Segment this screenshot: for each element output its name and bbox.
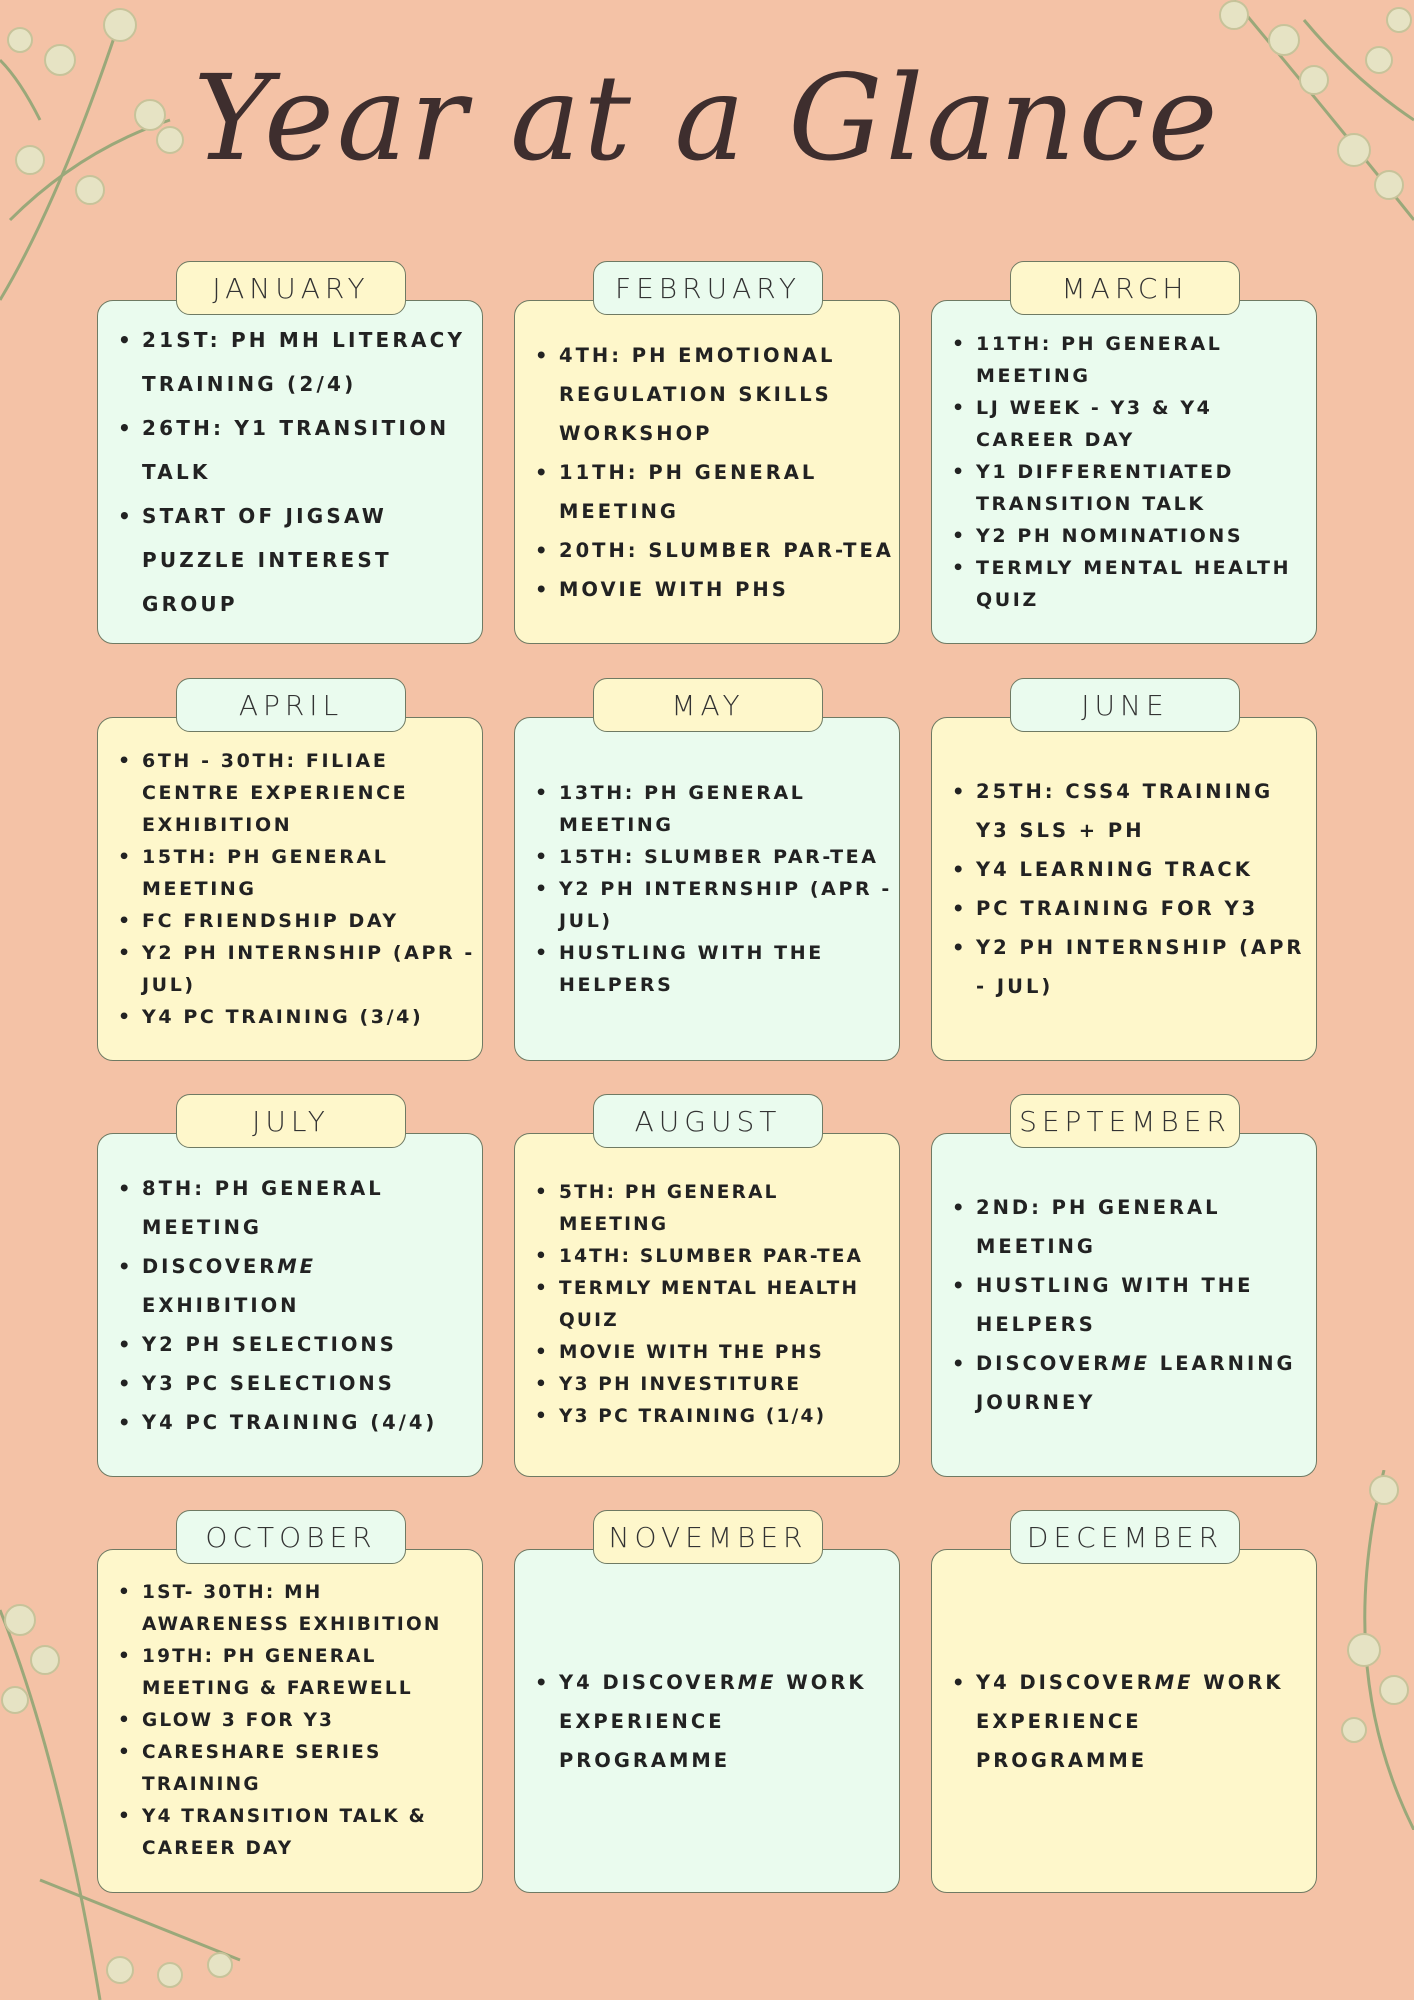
event-item xyxy=(533,453,895,531)
event-text: Y2 PH NOMINATIONS xyxy=(976,525,1244,547)
month-label-september: SEPTEMBER xyxy=(1010,1094,1240,1148)
event-text: HUSTLING WITH THE HELPERS xyxy=(559,942,824,996)
event-list-november xyxy=(533,1550,895,1892)
event-text: 20TH: SLUMBER PAR-TEA xyxy=(559,538,894,562)
month-label-february: FEBRUARY xyxy=(593,261,823,315)
event-text: 15TH: PH GENERAL MEETING xyxy=(142,846,389,900)
month-card-february xyxy=(514,271,900,644)
event-item xyxy=(533,1663,895,1780)
month-card-september xyxy=(931,1104,1317,1477)
event-item xyxy=(533,1177,895,1241)
event-text: START OF JIGSAW PUZZLE INTEREST GROUP xyxy=(142,504,392,616)
event-item xyxy=(116,1403,478,1442)
event-text: 14TH: SLUMBER PAR-TEA xyxy=(559,1246,864,1267)
event-item xyxy=(950,928,1312,1006)
event-item xyxy=(950,1266,1312,1344)
event-item xyxy=(116,905,478,937)
event-text: Y4 PC TRAINING (3/4) xyxy=(142,1006,424,1028)
event-text: GLOW 3 FOR Y3 xyxy=(142,1710,335,1731)
event-text: Y2 PH INTERNSHIP (APR - JUL) xyxy=(559,878,892,932)
month-label-january: JANUARY xyxy=(176,261,406,315)
event-list-september xyxy=(950,1134,1312,1476)
event-list-may xyxy=(533,718,895,1060)
event-item xyxy=(533,1241,895,1273)
event-item xyxy=(950,520,1312,552)
event-item xyxy=(950,1663,1312,1780)
event-text: 13TH: PH GENERAL MEETING xyxy=(559,782,806,836)
event-item xyxy=(533,1401,895,1433)
event-text: 4TH: PH EMOTIONAL REGULATION SKILLS WORKSHOP xyxy=(559,343,836,445)
event-item xyxy=(116,745,478,841)
month-card-june xyxy=(931,688,1317,1061)
event-text: ME xyxy=(277,1254,317,1278)
event-text: 8TH: PH GENERAL MEETING xyxy=(142,1176,384,1239)
event-text: 2ND: PH GENERAL MEETING xyxy=(976,1196,1221,1258)
event-text: MOVIE WITH THE PHS xyxy=(559,1342,824,1363)
event-item xyxy=(950,456,1312,520)
month-label-july: JULY xyxy=(176,1094,406,1148)
event-list-march xyxy=(950,301,1312,643)
event-text: ME xyxy=(737,1670,777,1694)
month-label-november: NOVEMBER xyxy=(593,1510,823,1564)
event-item xyxy=(950,1344,1312,1422)
event-text: Y2 PH INTERNSHIP (APR - JUL) xyxy=(142,942,475,996)
event-text: WORK EXPERIENCE PROGRAMME xyxy=(976,1670,1284,1772)
event-text: 25TH: CSS4 TRAINING Y3 SLS + PH xyxy=(976,780,1274,842)
month-card-april xyxy=(97,688,483,1061)
event-text: LJ WEEK - Y3 & Y4 CAREER DAY xyxy=(976,397,1213,451)
month-card-november xyxy=(514,1520,900,1893)
event-list-october xyxy=(116,1550,478,1892)
event-text: DISCOVER xyxy=(976,1352,1112,1375)
event-item xyxy=(533,1273,895,1337)
month-card-may xyxy=(514,688,900,1061)
event-text: Y4 DISCOVER xyxy=(976,1670,1155,1694)
event-item xyxy=(950,552,1312,616)
page-title: Year at a Glance xyxy=(193,49,1221,187)
event-list-july xyxy=(116,1134,478,1476)
event-text: PC TRAINING FOR Y3 xyxy=(976,897,1259,920)
event-item xyxy=(533,531,895,570)
event-text: MOVIE WITH PHS xyxy=(559,577,789,601)
event-text: 21ST: PH MH LITERACY TRAINING (2/4) xyxy=(142,328,466,396)
event-item xyxy=(116,1001,478,1033)
event-text: Y4 LEARNING TRACK xyxy=(976,858,1253,881)
event-item xyxy=(950,889,1312,928)
event-item xyxy=(950,392,1312,456)
event-text: Y4 DISCOVER xyxy=(559,1670,738,1694)
event-item xyxy=(116,494,478,626)
event-text: 26TH: Y1 TRANSITION TALK xyxy=(142,416,450,484)
event-text: Y3 PC TRAINING (1/4) xyxy=(559,1406,827,1427)
event-text: Y1 DIFFERENTIATED TRANSITION TALK xyxy=(976,461,1235,515)
month-card-december xyxy=(931,1520,1317,1893)
month-label-october: OCTOBER xyxy=(176,1510,406,1564)
event-text: ME xyxy=(1154,1670,1194,1694)
event-item xyxy=(533,336,895,453)
event-item xyxy=(116,1577,478,1641)
event-text: 15TH: SLUMBER PAR-TEA xyxy=(559,846,879,868)
event-text: TERMLY MENTAL HEALTH QUIZ xyxy=(559,1278,860,1331)
event-item xyxy=(533,873,895,937)
month-card-august xyxy=(514,1104,900,1477)
event-item xyxy=(116,1169,478,1247)
event-text: DISCOVER xyxy=(142,1254,278,1278)
event-item xyxy=(533,841,895,873)
event-text: Y4 TRANSITION TALK & CAREER DAY xyxy=(142,1806,427,1859)
event-item xyxy=(116,841,478,905)
month-card-july xyxy=(97,1104,483,1477)
month-card-march xyxy=(931,271,1317,644)
month-label-may: MAY xyxy=(593,678,823,732)
event-item xyxy=(950,1188,1312,1266)
event-text: EXHIBITION xyxy=(142,1293,300,1317)
month-label-april: APRIL xyxy=(176,678,406,732)
event-text: Y4 PC TRAINING (4/4) xyxy=(142,1410,438,1434)
event-text: FC FRIENDSHIP DAY xyxy=(142,910,399,932)
month-label-august: AUGUST xyxy=(593,1094,823,1148)
event-text: 11TH: PH GENERAL MEETING xyxy=(976,333,1223,387)
event-text: ME xyxy=(1111,1352,1151,1375)
month-label-june: JUNE xyxy=(1010,678,1240,732)
event-item xyxy=(116,1641,478,1705)
event-item xyxy=(116,318,478,406)
event-text: Y2 PH SELECTIONS xyxy=(142,1332,397,1356)
event-text: TERMLY MENTAL HEALTH QUIZ xyxy=(976,557,1292,611)
event-text: CARESHARE SERIES TRAINING xyxy=(142,1742,382,1795)
event-list-august xyxy=(533,1134,895,1476)
event-item xyxy=(116,937,478,1001)
event-item xyxy=(533,1337,895,1369)
event-text: 6TH - 30TH: FILIAE CENTRE EXPERIENCE EXHIBITION xyxy=(142,750,409,836)
event-item xyxy=(533,937,895,1001)
event-item xyxy=(116,1364,478,1403)
event-item xyxy=(950,772,1312,850)
event-list-february xyxy=(533,301,895,643)
event-list-december xyxy=(950,1550,1312,1892)
month-label-december: DECEMBER xyxy=(1010,1510,1240,1564)
event-text: Y2 PH INTERNSHIP (APR - JUL) xyxy=(976,936,1305,998)
event-list-june xyxy=(950,718,1312,1060)
month-label-march: MARCH xyxy=(1010,261,1240,315)
event-item xyxy=(533,1369,895,1401)
event-text: 5TH: PH GENERAL MEETING xyxy=(559,1182,779,1235)
event-item xyxy=(116,1801,478,1865)
event-item xyxy=(116,1705,478,1737)
event-item xyxy=(116,1247,478,1325)
event-item xyxy=(533,777,895,841)
event-text: 19TH: PH GENERAL MEETING & FAREWELL xyxy=(142,1646,413,1699)
event-item xyxy=(950,850,1312,889)
event-text: Y3 PH INVESTITURE xyxy=(559,1374,802,1395)
event-text: 11TH: PH GENERAL MEETING xyxy=(559,460,818,523)
event-item xyxy=(116,406,478,494)
event-text: 1ST- 30TH: MH AWARENESS EXHIBITION xyxy=(142,1582,442,1635)
event-text: WORK EXPERIENCE PROGRAMME xyxy=(559,1670,867,1772)
event-item xyxy=(116,1325,478,1364)
event-item xyxy=(950,328,1312,392)
event-text: Y3 PC SELECTIONS xyxy=(142,1371,395,1395)
month-card-october xyxy=(97,1520,483,1893)
event-text: LEARNING JOURNEY xyxy=(976,1352,1296,1414)
event-item xyxy=(533,570,895,609)
month-card-january xyxy=(97,271,483,644)
event-text: HUSTLING WITH THE HELPERS xyxy=(976,1274,1254,1336)
event-item xyxy=(116,1737,478,1801)
event-list-january xyxy=(116,301,478,643)
event-list-april xyxy=(116,718,478,1060)
